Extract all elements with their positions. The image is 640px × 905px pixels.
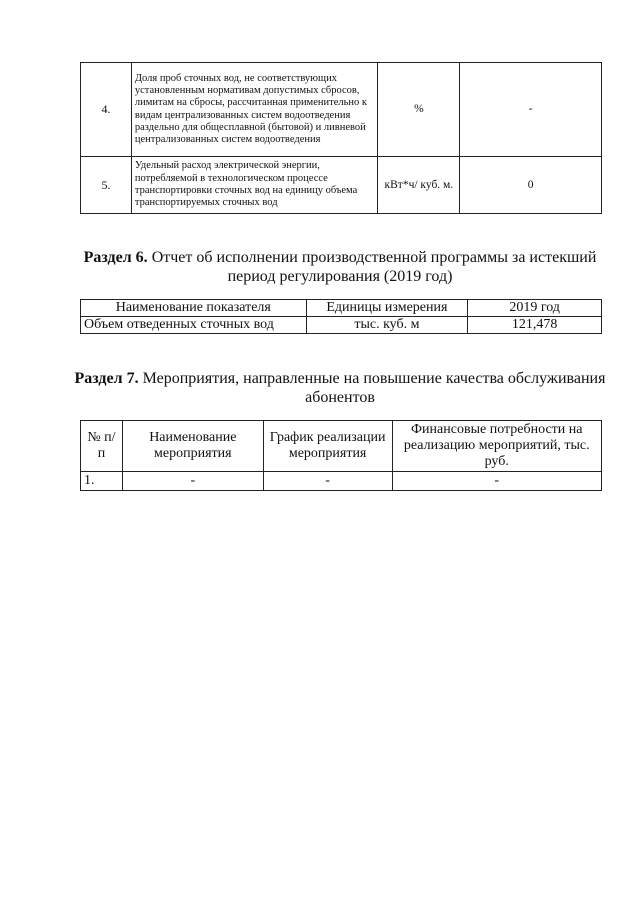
schedule-cell: - (263, 472, 392, 491)
value-cell: - (460, 63, 602, 157)
indicator-name: Доля проб сточных вод, не соответствующих установленным нормативам допустимых сбросов, лимитам на сбросы, рассчитанная применительно к видам централизованных систем водоотведения раздельно для общесплавной (бытовой) и ливневой централизованных систем водоотведения (131, 63, 378, 157)
column-header: Наименование показателя (81, 300, 307, 317)
indicator-name: Объем отведенных сточных вод (81, 317, 307, 334)
measures-table (80, 420, 602, 491)
table-row (81, 472, 602, 491)
indicators-table-continued (80, 62, 602, 214)
column-header: Наименование мероприятия (122, 421, 263, 472)
unit-cell: % (378, 63, 460, 157)
value-cell: 0 (460, 157, 602, 214)
section-7-title: Мероприятия, направленные на повышение качества обслуживания абонентов (138, 370, 606, 406)
column-header: График реализации мероприятия (263, 421, 392, 472)
table-header-row (81, 300, 602, 317)
measure-name: - (122, 472, 263, 491)
section-6-title: Отчет об исполнении производственной программы за истекший период регулирования (2019 год) (147, 249, 597, 285)
section-7-heading (60, 369, 620, 407)
row-number: 5. (81, 157, 132, 214)
table-row (81, 317, 602, 334)
row-number: 1. (81, 472, 123, 491)
indicator-name: Удельный расход электрической энергии, потребляемой в технологическом процессе транспортировки сточных вод на единицу объема транспортируемых сточных вод (131, 157, 378, 214)
section-7-label: Раздел 7. (74, 370, 139, 387)
financial-needs-cell: - (392, 472, 602, 491)
unit-cell: кВт*ч/ куб. м. (378, 157, 460, 214)
program-execution-table (80, 299, 602, 334)
column-header: Единицы измерения (306, 300, 468, 317)
column-header: 2019 год (468, 300, 602, 317)
column-header: № п/п (81, 421, 123, 472)
unit-cell: тыс. куб. м (306, 317, 468, 334)
section-6-heading (60, 248, 620, 286)
column-header: Финансовые потребности на реализацию мероприятий, тыс. руб. (392, 421, 602, 472)
table-header-row (81, 421, 602, 472)
row-number: 4. (81, 63, 132, 157)
table-row (81, 63, 602, 157)
section-6-label: Раздел 6. (83, 249, 148, 266)
table-row (81, 157, 602, 214)
value-cell: 121,478 (468, 317, 602, 334)
